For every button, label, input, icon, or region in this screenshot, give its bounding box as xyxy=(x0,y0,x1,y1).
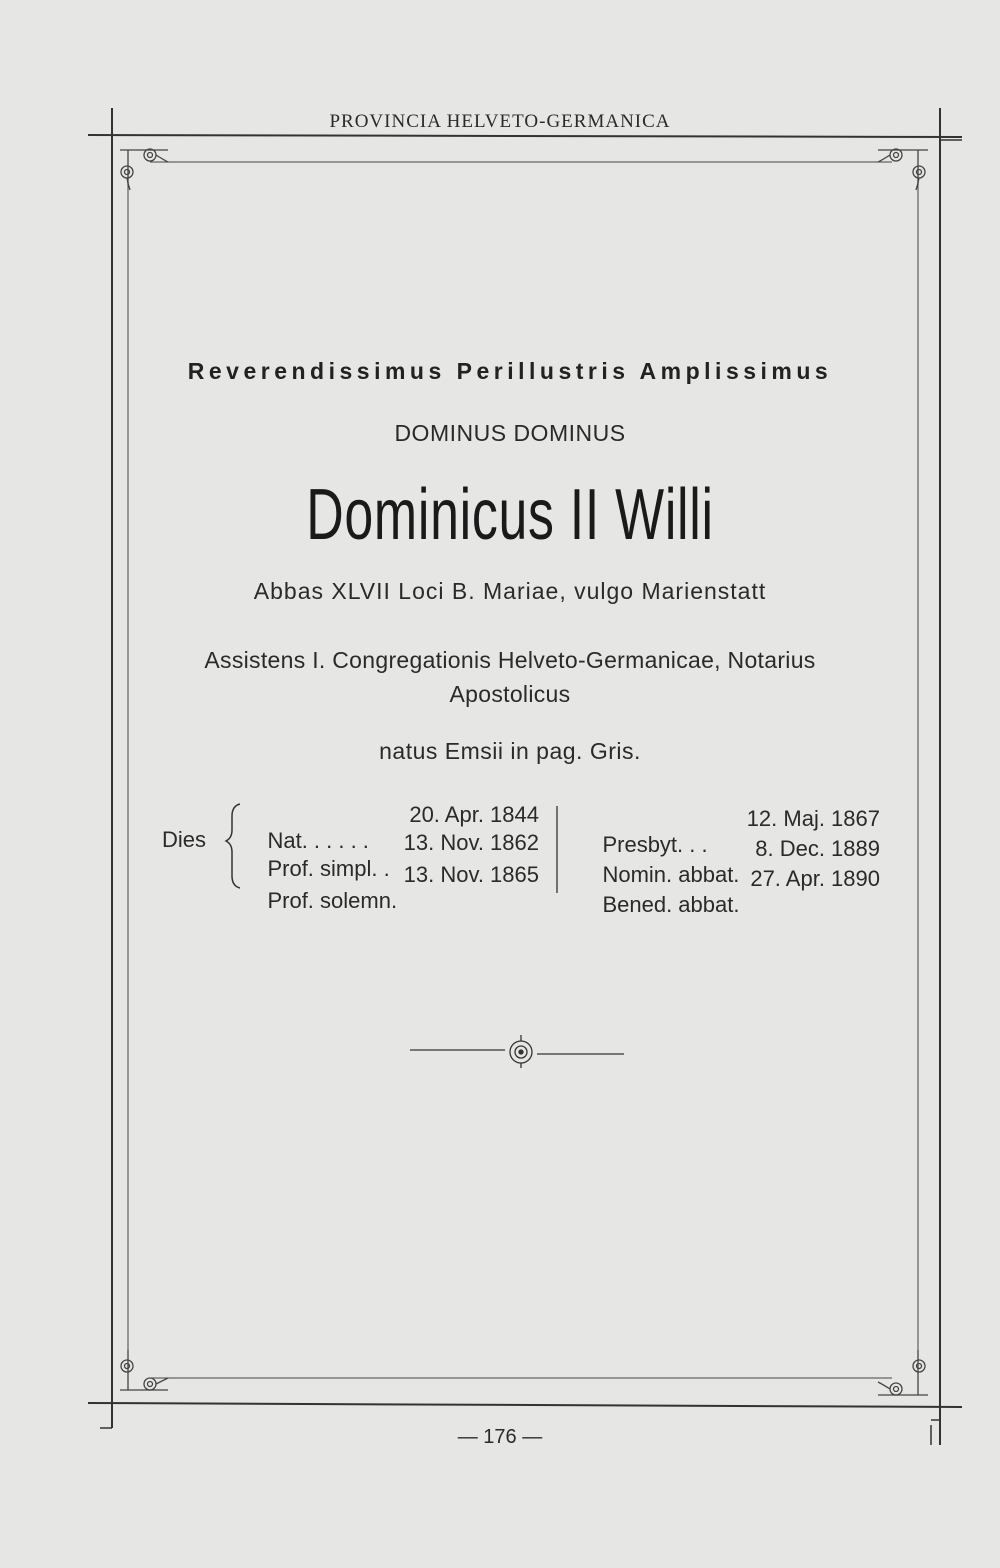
date-value: 13. Nov. 1865 xyxy=(403,862,539,887)
assistens-line-1: Assistens I. Congregationis Helveto-Germanicae, Notarius xyxy=(204,647,816,673)
dies-label: Dies xyxy=(162,827,207,852)
date-event: Presbyt. . . xyxy=(602,832,708,857)
date-value: 27. Apr. 1890 xyxy=(750,866,880,891)
date-value: 12. Maj. 1867 xyxy=(746,806,880,831)
date-value: 8. Dec. 1889 xyxy=(755,836,880,861)
running-title: PROVINCIA HELVETO-GERMANICA xyxy=(329,111,671,132)
corner-ornament-icon xyxy=(878,149,928,190)
abbas-line: Abbas XLVII Loci B. Mariae, vulgo Marienstatt xyxy=(253,578,767,604)
salutation-heading: Reverendissimus Perillustris Amplissimus xyxy=(187,358,833,384)
assistens-line-2: Apostolicus xyxy=(449,681,571,707)
date-row xyxy=(243,862,397,940)
date-event: Nat. . . . . . xyxy=(267,828,369,853)
natus-line: natus Emsii in pag. Gris. xyxy=(379,738,641,764)
flourish-ornament-icon xyxy=(410,1035,624,1068)
assistens-paragraph xyxy=(120,643,900,711)
date-event: Prof. simpl. . xyxy=(267,856,390,881)
page-number: — 176 — xyxy=(457,1426,543,1448)
date-event: Bened. abbat. xyxy=(602,892,740,917)
date-brace xyxy=(226,804,240,888)
corner-ornament-icon xyxy=(120,149,168,190)
corner-ornament-icon xyxy=(878,1350,928,1395)
date-row xyxy=(578,866,739,944)
date-event: Prof. solemn. xyxy=(267,888,398,913)
abbot-name: Dominicus II Willi xyxy=(306,475,714,555)
date-event: Nomin. abbat. xyxy=(602,862,740,887)
title-line: DOMINUS DOMINUS xyxy=(394,420,626,446)
date-value: 13. Nov. 1862 xyxy=(403,830,539,855)
corner-ornament-icon xyxy=(120,1350,168,1390)
date-value: 20. Apr. 1844 xyxy=(409,802,539,827)
